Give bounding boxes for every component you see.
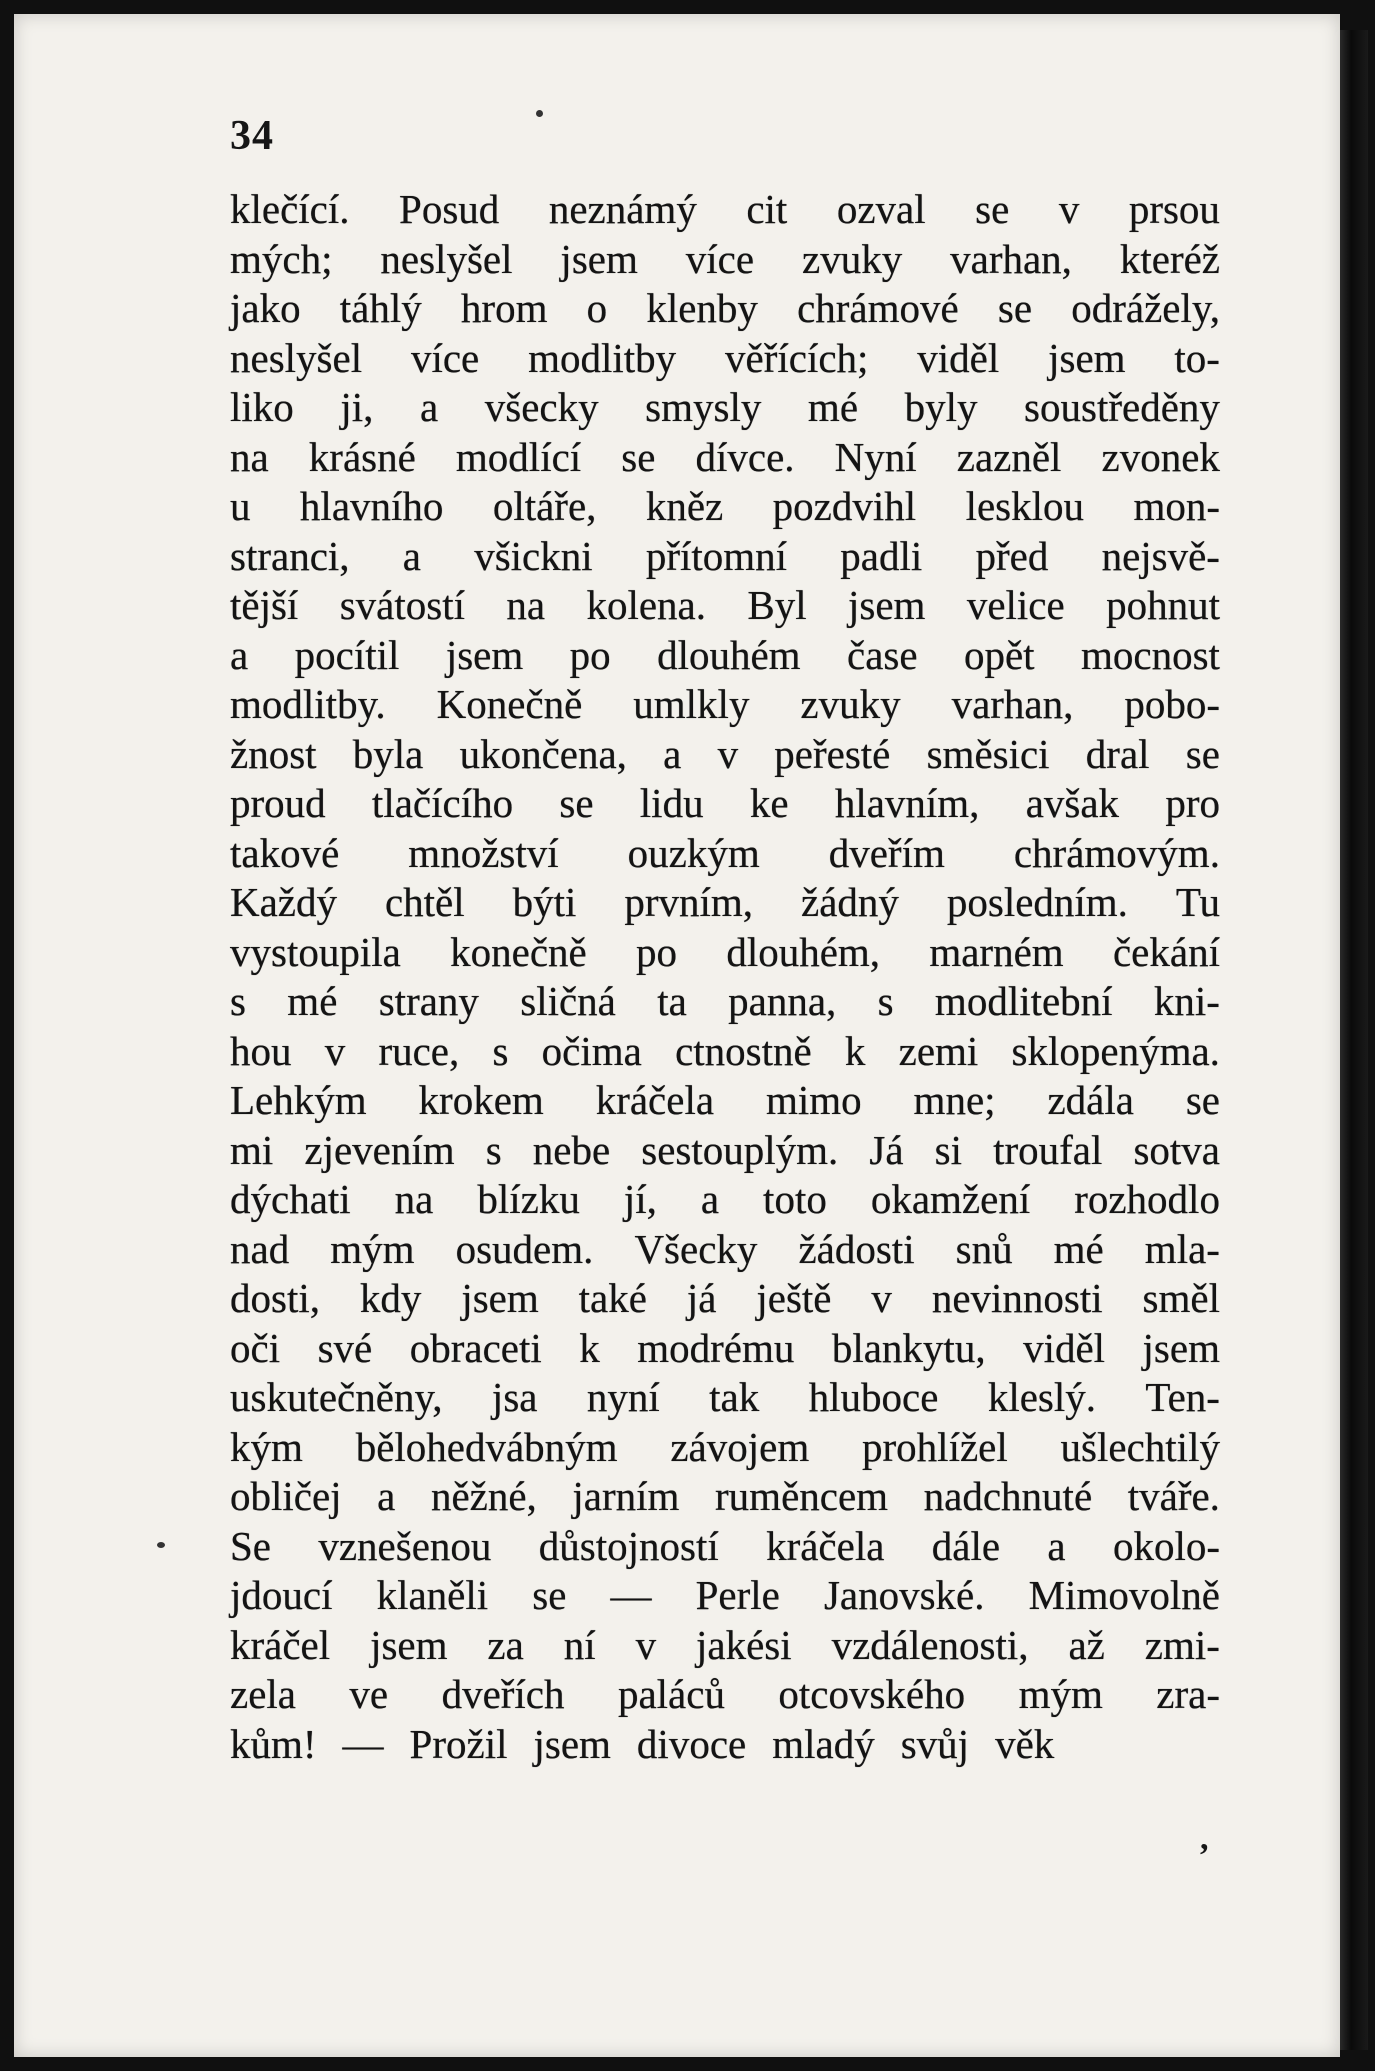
text-line — [230, 1423, 1220, 1473]
word: rozhodlo — [1074, 1176, 1220, 1222]
word: chrámové — [797, 285, 959, 331]
text-line — [230, 1373, 1220, 1423]
word: ukončena, — [459, 730, 627, 777]
word: varhan, — [951, 681, 1074, 727]
word: důstojností — [538, 1522, 719, 1569]
word: otcovského — [778, 1671, 966, 1717]
word: mé — [1053, 1225, 1104, 1272]
word: ouzkým — [627, 829, 760, 876]
word: blízku — [477, 1176, 580, 1222]
word: chtěl — [384, 879, 465, 925]
word: hlavního — [299, 483, 444, 529]
word: věk — [995, 1720, 1055, 1767]
word: Byl — [747, 582, 807, 628]
word: Nyní — [834, 433, 917, 480]
body-text — [230, 185, 1220, 1769]
word: Prožil — [409, 1720, 508, 1767]
word: a — [1047, 1522, 1066, 1569]
word: kleslý. — [987, 1374, 1097, 1420]
text-line — [230, 1720, 1220, 1770]
word: zemi — [898, 1027, 979, 1074]
word: viděl — [1023, 1324, 1106, 1371]
word: neznámý — [548, 186, 697, 232]
word: mocnost — [1081, 631, 1220, 678]
word: obraceti — [409, 1324, 542, 1371]
word: jsem — [848, 582, 926, 628]
word: všecky — [484, 384, 599, 430]
word: Ten- — [1145, 1374, 1220, 1420]
word: tlačícího — [371, 780, 514, 826]
text-line — [230, 779, 1220, 829]
word: hlavním, — [834, 780, 980, 826]
word: ruměncem — [715, 1473, 889, 1519]
word: na — [394, 1176, 434, 1222]
word: jsem — [1048, 334, 1126, 381]
word: také — [578, 1275, 647, 1321]
word: — — [342, 1720, 384, 1767]
word: si — [934, 1126, 962, 1173]
word: dral — [1085, 730, 1150, 777]
word: stranci, — [230, 532, 350, 579]
word: dveřích — [441, 1671, 565, 1717]
word: svátostí — [339, 582, 465, 628]
word: v — [1058, 186, 1080, 232]
page-number: 34 — [230, 113, 274, 159]
word: lesklou — [965, 483, 1085, 529]
text-line — [230, 185, 1220, 235]
word: s — [485, 1126, 502, 1173]
word: s — [492, 1027, 509, 1074]
word: soustředěny — [1024, 384, 1220, 430]
word: jdoucí — [230, 1572, 333, 1618]
word: jsem — [370, 1621, 448, 1668]
word: dívce. — [695, 433, 795, 480]
word: o — [586, 285, 608, 331]
word: zdála — [1047, 1077, 1134, 1123]
word: Posud — [399, 186, 500, 232]
word: kdy — [359, 1275, 422, 1321]
word: něžné, — [430, 1473, 537, 1519]
word: ji, — [340, 384, 374, 430]
word: varhan, — [950, 235, 1072, 282]
word: Já — [869, 1126, 904, 1173]
word: dlouhém, — [726, 928, 881, 975]
text-line — [230, 532, 1220, 582]
word: nebe — [532, 1126, 611, 1173]
text-line — [230, 1175, 1220, 1225]
text-line — [230, 730, 1220, 780]
text-line — [230, 235, 1220, 285]
word: u — [230, 483, 251, 529]
word: nejsvě- — [1101, 532, 1220, 579]
word: zvuky — [800, 681, 901, 727]
word: sestouplým. — [641, 1126, 839, 1173]
word: jsem — [533, 1720, 611, 1767]
word: dlouhém — [657, 631, 801, 678]
text-line — [230, 829, 1220, 879]
word: své — [317, 1324, 373, 1371]
text-line — [230, 928, 1220, 978]
word: všickni — [474, 532, 593, 579]
word: býti — [512, 879, 577, 925]
text-line — [230, 680, 1220, 730]
word: mimo — [765, 1077, 862, 1123]
word: oltáře, — [492, 483, 597, 529]
word: uskutečněny, — [230, 1374, 443, 1420]
word: okamžení — [870, 1176, 1031, 1222]
word: byly — [904, 384, 978, 430]
word: nadchnuté — [923, 1473, 1093, 1519]
text-line — [230, 383, 1220, 433]
word: se — [975, 186, 1010, 232]
word: — — [610, 1572, 652, 1618]
word: já — [686, 1275, 717, 1321]
word: jarním — [572, 1473, 680, 1519]
word: věřících; — [725, 334, 869, 381]
text-line — [230, 482, 1220, 532]
word: v — [871, 1275, 892, 1321]
word: více — [410, 334, 480, 381]
word: v — [324, 1027, 346, 1074]
word: směsici — [926, 730, 1050, 777]
word: bělohedvábným — [355, 1423, 618, 1470]
word: zmi- — [1144, 1621, 1220, 1668]
word: mé — [807, 384, 859, 430]
word: množství — [408, 829, 559, 876]
word: kněz — [645, 483, 724, 529]
text-line — [230, 631, 1220, 681]
word: jsem — [445, 631, 524, 678]
text-line — [230, 1076, 1220, 1126]
word: umlkly — [633, 681, 750, 727]
word: pozdvihl — [772, 483, 917, 529]
text-line — [230, 284, 1220, 334]
word: peřesté — [774, 730, 891, 777]
word: klaněli — [376, 1572, 489, 1618]
word: dosti, — [230, 1275, 320, 1321]
word: se — [559, 780, 594, 826]
word: zjevením — [304, 1126, 455, 1173]
word: svůj — [900, 1720, 970, 1767]
word: hou — [230, 1027, 292, 1074]
word: panna, — [728, 978, 837, 1024]
word: viděl — [917, 334, 1000, 381]
word: na — [230, 433, 269, 480]
word: hluboce — [808, 1374, 939, 1420]
word: s — [877, 978, 894, 1024]
word: a — [402, 532, 421, 579]
word: neslyšel — [230, 334, 363, 381]
word: vystoupila — [230, 928, 401, 975]
word: modlitby — [528, 334, 677, 381]
text-line — [230, 1571, 1220, 1621]
word: ozval — [836, 186, 926, 232]
word: cit — [746, 186, 788, 232]
word: nad — [230, 1225, 290, 1272]
word: klečící. — [230, 186, 350, 232]
word: opět — [963, 631, 1035, 678]
text-line — [230, 581, 1220, 631]
word: posledním. — [946, 879, 1128, 925]
word: obličej — [230, 1473, 342, 1519]
word: blankytu, — [831, 1324, 986, 1371]
word: Každý — [230, 879, 338, 925]
word: mla- — [1144, 1225, 1220, 1272]
word: kráčela — [766, 1522, 885, 1569]
word: zvuky — [802, 235, 903, 282]
word: jako — [230, 285, 301, 331]
word: a — [419, 384, 439, 430]
word: k — [579, 1324, 600, 1371]
word: vzdálenosti, — [831, 1621, 1029, 1668]
word: velice — [966, 582, 1065, 628]
word: a — [377, 1473, 396, 1519]
word: s — [230, 978, 246, 1024]
word: kům! — [230, 1720, 317, 1767]
word: se — [532, 1572, 567, 1618]
dust-speck — [536, 110, 543, 117]
word: mon- — [1133, 483, 1220, 529]
word: mé — [287, 978, 338, 1024]
word: paláců — [617, 1671, 725, 1717]
word: modlitební — [934, 978, 1113, 1024]
word: krásné — [308, 433, 416, 480]
word: jí, — [623, 1176, 657, 1222]
text-line — [230, 433, 1220, 483]
word: Mimovolně — [1028, 1572, 1220, 1618]
word: v — [635, 1621, 657, 1668]
word: kni- — [1153, 978, 1220, 1024]
word: jakési — [696, 1621, 792, 1668]
word: přítomní — [645, 532, 788, 579]
word: dýchati — [230, 1176, 351, 1222]
word: tváře. — [1127, 1473, 1220, 1519]
word: ruce, — [378, 1027, 460, 1074]
word: kolena. — [586, 582, 706, 628]
word: se — [997, 285, 1033, 331]
word: mi — [230, 1126, 274, 1173]
word: v — [717, 730, 739, 777]
word: padli — [840, 532, 923, 579]
word: sličná — [520, 978, 616, 1024]
word: ve — [349, 1671, 389, 1717]
word: kráčela — [595, 1077, 715, 1123]
word: čase — [847, 631, 918, 678]
word: liko — [230, 384, 294, 430]
word: mým — [1018, 1671, 1103, 1717]
word: ta — [657, 978, 687, 1024]
word: takové — [230, 829, 340, 876]
word: čekání — [1112, 928, 1220, 975]
word: ušlechtilý — [1060, 1423, 1220, 1470]
word: dveřím — [828, 829, 945, 876]
text-line — [230, 977, 1220, 1027]
word: vznešenou — [318, 1522, 492, 1569]
word: ctnostně — [675, 1027, 812, 1074]
word: mým — [330, 1225, 415, 1272]
word: oči — [230, 1324, 281, 1371]
word: se — [1185, 730, 1220, 777]
text-line — [230, 1472, 1220, 1522]
word: na — [506, 582, 546, 628]
word: nyní — [586, 1374, 660, 1420]
word: Lehkým — [230, 1077, 367, 1123]
word: troufal — [993, 1126, 1103, 1173]
word: osudem. — [455, 1225, 594, 1272]
word: proud — [230, 780, 326, 826]
word: ještě — [756, 1275, 832, 1321]
word: modlitby. — [230, 681, 386, 727]
word: jsem — [1142, 1324, 1220, 1371]
word: lidu — [639, 780, 704, 826]
word: nevinnosti — [931, 1275, 1103, 1321]
dust-speck — [157, 1542, 165, 1548]
word: směl — [1142, 1275, 1220, 1321]
word: zvonek — [1101, 433, 1220, 480]
word: prohlížel — [862, 1423, 1008, 1470]
word: za — [487, 1621, 524, 1668]
text-line — [230, 1126, 1220, 1176]
word: sklopenýma. — [1011, 1027, 1220, 1074]
word: Konečně — [436, 681, 583, 727]
word: zazněl — [956, 433, 1062, 480]
word: byla — [352, 730, 424, 777]
word: Perle — [695, 1572, 780, 1618]
word: krokem — [418, 1077, 544, 1123]
word: zela — [230, 1671, 296, 1717]
word: chrámovým. — [1013, 829, 1220, 876]
text-line — [230, 1621, 1220, 1671]
word: po — [636, 928, 678, 975]
text-line — [230, 1027, 1220, 1077]
word: se — [621, 433, 656, 480]
word: smysly — [645, 384, 762, 430]
text-line — [230, 1670, 1220, 1720]
word: a — [700, 1176, 720, 1222]
text-line — [230, 1324, 1220, 1374]
word: jsem — [461, 1275, 539, 1321]
word: mladý — [772, 1720, 875, 1767]
text-line — [230, 1522, 1220, 1572]
word: neslyšel — [380, 235, 513, 282]
word: až — [1068, 1621, 1105, 1668]
word: táhlý — [339, 285, 422, 331]
word: pobo- — [1124, 681, 1220, 727]
word: toto — [763, 1176, 827, 1222]
word: mých; — [230, 235, 333, 282]
word: žádný — [801, 879, 899, 925]
text-line — [230, 1274, 1220, 1324]
word: více — [685, 235, 755, 282]
word: se — [1185, 1077, 1220, 1123]
word: závojem — [670, 1423, 810, 1470]
word: prsou — [1128, 186, 1220, 232]
word: jsa — [491, 1374, 538, 1420]
catchword-mark: , — [1200, 1820, 1209, 1857]
word: pohnut — [1106, 582, 1220, 628]
text-line — [230, 878, 1220, 928]
word: kým — [230, 1423, 303, 1470]
word: odrážely, — [1071, 285, 1220, 331]
word: žádosti — [798, 1225, 915, 1272]
word: kteréž — [1119, 235, 1220, 282]
word: pocítil — [294, 631, 400, 678]
book-edge-shadow — [1340, 30, 1368, 2050]
word: Všecky — [634, 1225, 758, 1272]
word: mne; — [913, 1077, 996, 1123]
word: žnost — [230, 730, 317, 777]
word: dále — [931, 1522, 1001, 1569]
word: tější — [230, 582, 299, 628]
word: zra- — [1156, 1671, 1220, 1717]
text-line — [230, 1225, 1220, 1275]
word: před — [975, 532, 1049, 579]
word: konečně — [450, 928, 587, 975]
word: sotva — [1133, 1126, 1220, 1173]
word: Janovské. — [823, 1572, 985, 1618]
word: kráčel — [230, 1621, 331, 1668]
word: pro — [1165, 780, 1220, 826]
word: ní — [563, 1621, 596, 1668]
word: prvním, — [624, 879, 754, 925]
word: Tu — [1175, 879, 1220, 925]
word: ke — [749, 780, 789, 826]
word: tak — [709, 1374, 760, 1420]
word: a — [663, 730, 682, 777]
word: avšak — [1025, 780, 1120, 826]
word: klenby — [646, 285, 758, 331]
word: okolo- — [1112, 1522, 1220, 1569]
word: marném — [929, 928, 1064, 975]
word: Se — [230, 1522, 271, 1569]
word: modlící — [455, 433, 582, 480]
word: očima — [541, 1027, 642, 1074]
text-line — [230, 334, 1220, 384]
word: snů — [955, 1225, 1013, 1272]
word: divoce — [636, 1720, 747, 1767]
word: hrom — [460, 285, 548, 331]
word: a — [230, 631, 249, 678]
word: strany — [378, 978, 479, 1024]
word: po — [569, 631, 611, 678]
word: jsem — [560, 235, 638, 282]
word: to- — [1174, 334, 1220, 381]
word: k — [844, 1027, 866, 1074]
word: modrému — [637, 1324, 795, 1371]
